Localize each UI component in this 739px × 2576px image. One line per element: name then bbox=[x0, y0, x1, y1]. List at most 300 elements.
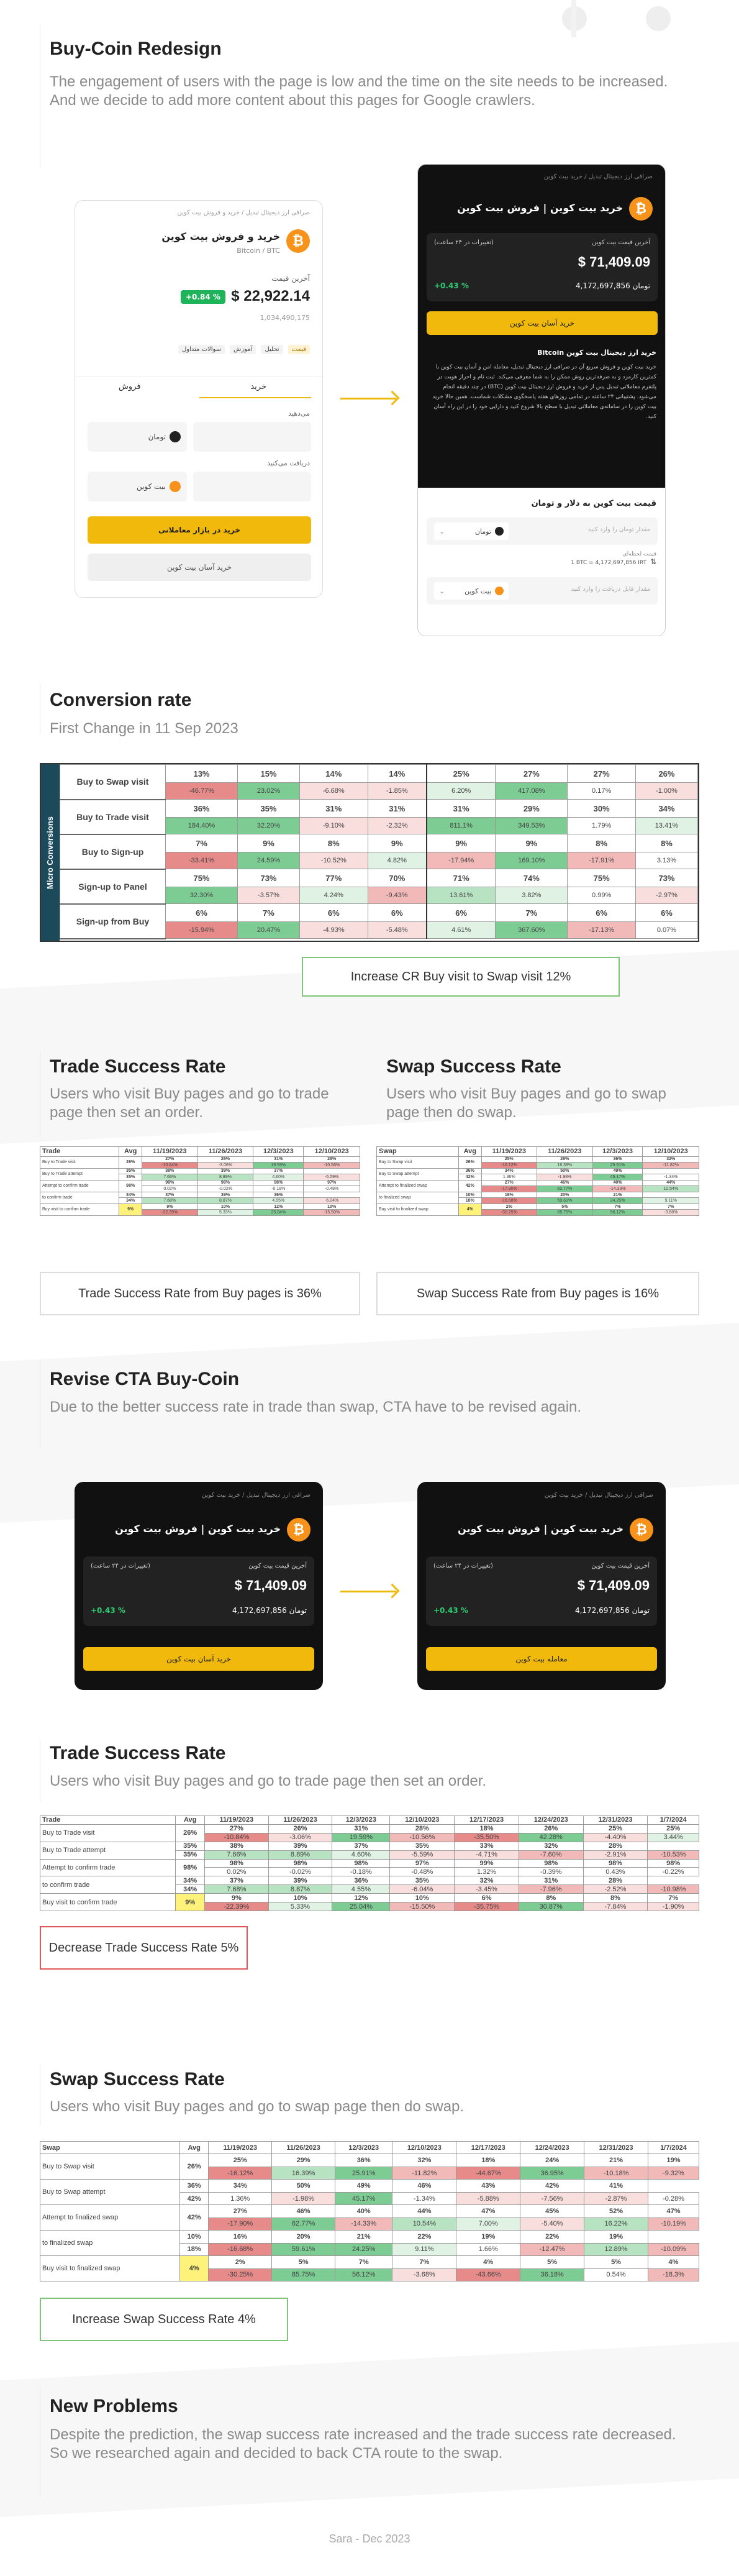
change-cell: 10.54% bbox=[392, 2217, 456, 2230]
change-cell: -15.50% bbox=[390, 1902, 455, 1911]
value-cell: 16% bbox=[209, 2231, 272, 2243]
get-input[interactable]: مقدار قابل دریافت را وارد کنید bbox=[571, 586, 650, 593]
old-buy-page bbox=[75, 200, 323, 598]
change-cell: 8.89% bbox=[268, 1850, 332, 1859]
avg-cell: 18% bbox=[180, 2243, 209, 2255]
change-cell: -2.32% bbox=[368, 818, 427, 834]
value-cell: 31% bbox=[299, 800, 368, 818]
column-header: Avg bbox=[459, 1147, 481, 1157]
row-label: Attempt to confirm trade bbox=[40, 1859, 176, 1876]
bitcoin-icon: ₿ bbox=[629, 197, 653, 221]
change-cell: -10.53% bbox=[648, 1850, 699, 1859]
row-label: to confirm trade bbox=[40, 1876, 176, 1894]
change-cell: -16.12% bbox=[481, 1162, 537, 1169]
change-cell: -17.94% bbox=[427, 852, 496, 869]
value-cell: 50% bbox=[272, 2180, 335, 2192]
change-cell: 5.33% bbox=[268, 1902, 332, 1911]
tag-price[interactable]: قیمت bbox=[288, 345, 310, 354]
value-cell: 19% bbox=[584, 2231, 648, 2243]
table-row bbox=[377, 1156, 699, 1162]
value-cell: 27% bbox=[205, 1824, 269, 1833]
change-cell: -2.52% bbox=[583, 1885, 648, 1894]
breadcrumb: صرافی ارز دیجیتال تبدیل / خرید بیت کوین bbox=[544, 1492, 653, 1499]
deco-line bbox=[571, 0, 576, 37]
value-cell: 10% bbox=[197, 1204, 253, 1210]
page-title: خرید بیت کوین | فروش بیت کوین bbox=[458, 1523, 623, 1535]
avg-cell: 18% bbox=[459, 1198, 481, 1204]
change-cell: 16.39% bbox=[272, 2167, 335, 2179]
value-cell: 33% bbox=[455, 1842, 519, 1850]
value-cell: 10% bbox=[459, 1192, 481, 1198]
value-cell: 10% bbox=[268, 1894, 332, 1902]
table-row bbox=[40, 1859, 699, 1868]
change-cell: -7.56% bbox=[520, 2192, 584, 2204]
change-cell: 8.87% bbox=[197, 1198, 253, 1204]
table-row bbox=[40, 2154, 699, 2167]
change-cell: 169.10% bbox=[496, 852, 568, 869]
change-cell: -16.68% bbox=[481, 1198, 537, 1204]
active-tab-indicator bbox=[199, 397, 311, 398]
value-cell: 8% bbox=[635, 834, 697, 852]
value-cell: 31% bbox=[253, 1156, 304, 1162]
change-cell: 184.40% bbox=[166, 818, 238, 834]
change-cell: 6.20% bbox=[427, 783, 496, 800]
change-cell: 85.75% bbox=[272, 2268, 335, 2281]
column-header: Swap bbox=[40, 2142, 180, 2154]
value-cell: 25% bbox=[427, 765, 496, 783]
value-cell: 97% bbox=[390, 1859, 455, 1868]
table-row bbox=[40, 1842, 699, 1850]
value-cell: 2% bbox=[209, 2256, 272, 2268]
change-cell: 32.20% bbox=[237, 818, 299, 834]
cta-button[interactable]: معامله بیت کوین bbox=[426, 1647, 657, 1671]
change-cell: 0.07% bbox=[635, 922, 697, 939]
row-label: Buy visit to confirm trade bbox=[40, 1204, 119, 1215]
value-cell: 40% bbox=[592, 1180, 643, 1186]
table-row bbox=[60, 800, 698, 818]
tag-tutorial[interactable]: آموزش bbox=[230, 345, 256, 354]
change-cell: -0.02% bbox=[197, 1186, 253, 1192]
value-cell: 75% bbox=[568, 869, 636, 887]
amount-input-row bbox=[427, 518, 658, 545]
row-label: Buy to Swap visit bbox=[60, 765, 166, 800]
value-cell: 25% bbox=[209, 2154, 272, 2167]
page-title: خرید بیت کوین | فروش بیت کوین bbox=[457, 202, 623, 214]
section-desc: Users who visit Buy pages and go to swap page then do swap. bbox=[50, 2098, 465, 2115]
change-cell: -3.06% bbox=[197, 1162, 253, 1169]
column-header: 12/3/2023 bbox=[335, 2142, 392, 2154]
row-label: Buy visit to finalized swap bbox=[40, 2256, 180, 2281]
toman-icon bbox=[495, 527, 504, 536]
header-row bbox=[40, 2142, 699, 2154]
change-cell: 4.82% bbox=[368, 852, 427, 869]
change-cell: 62.77% bbox=[537, 1186, 593, 1192]
avg-cell: 98% bbox=[176, 1859, 205, 1876]
column-header: 12/3/2023 bbox=[332, 1816, 390, 1825]
rate-label: قیمت لحظه‌ای bbox=[622, 551, 656, 557]
value-cell: 6% bbox=[427, 904, 496, 922]
value-cell: 7% bbox=[335, 2256, 392, 2268]
value-cell: 7% bbox=[392, 2256, 456, 2268]
swap-arrows-icon[interactable]: ⇅ bbox=[650, 557, 656, 566]
change-cell: -12.47% bbox=[520, 2243, 584, 2255]
section-title: Trade Success Rate bbox=[50, 1056, 226, 1077]
change-cell: 349.53% bbox=[496, 818, 568, 834]
cta-button[interactable]: خرید آسان بیت کوین bbox=[83, 1647, 314, 1671]
value-cell: 6% bbox=[635, 904, 697, 922]
change-cell: -35.75% bbox=[455, 1902, 519, 1911]
value-cell: 39% bbox=[197, 1168, 253, 1174]
change-value: +0.43 % bbox=[433, 1606, 468, 1615]
change-cell: 56.12% bbox=[335, 2268, 392, 2281]
section-title: Swap Success Rate bbox=[50, 2069, 225, 2090]
column-header: 12/17/2023 bbox=[455, 1816, 519, 1825]
row-label: Buy to Trade visit bbox=[40, 1824, 176, 1842]
change-cell: 62.77% bbox=[272, 2217, 335, 2230]
table-row bbox=[40, 2180, 699, 2192]
change-cell: -0.22% bbox=[648, 1868, 699, 1876]
section-desc: Users who visit Buy pages and go to trade page then set an order. bbox=[50, 1773, 487, 1789]
change-cell: -10.18% bbox=[584, 2167, 648, 2179]
avg-cell: 26% bbox=[176, 1824, 205, 1842]
change-cell: -4.71% bbox=[455, 1850, 519, 1859]
avg-cell: 9% bbox=[119, 1204, 142, 1215]
value-cell: 36% bbox=[166, 800, 238, 818]
trade-success-table bbox=[40, 1146, 360, 1216]
avg-cell: 26% bbox=[119, 1156, 142, 1168]
table-row bbox=[40, 1168, 360, 1174]
change-cell: -3.68% bbox=[643, 1210, 699, 1216]
change-cell: 16.39% bbox=[537, 1162, 593, 1169]
value-cell: 6% bbox=[368, 904, 427, 922]
change-cell: 16.22% bbox=[584, 2217, 648, 2230]
change-period: (تغییرات در ۲۴ ساعت) bbox=[91, 1563, 150, 1569]
table-row bbox=[40, 1204, 360, 1210]
change-cell: 36.95% bbox=[520, 2167, 584, 2179]
change-cell: -0.28% bbox=[648, 2192, 699, 2204]
change-cell: 4.60% bbox=[253, 1174, 304, 1181]
avg-cell: 42% bbox=[180, 2192, 209, 2204]
change-cell: 3.44% bbox=[648, 1833, 699, 1842]
change-cell: -15.50% bbox=[304, 1210, 360, 1216]
change-cell: 417.08% bbox=[496, 783, 568, 800]
value-cell: 42% bbox=[520, 2180, 584, 2192]
change-cell: -14.33% bbox=[335, 2217, 392, 2230]
deco-circle bbox=[646, 6, 671, 31]
value-cell: 9% bbox=[237, 834, 299, 852]
change-cell: 0.17% bbox=[568, 783, 636, 800]
column-header: 11/19/2023 bbox=[205, 1816, 269, 1825]
value-cell: 35% bbox=[390, 1876, 455, 1885]
info-title: خرید ارز دیجیتال بیت کوین Bitcoin bbox=[537, 349, 656, 357]
table-row bbox=[40, 2231, 699, 2243]
value-cell: 29% bbox=[496, 800, 568, 818]
change-cell: -9.32% bbox=[648, 2167, 699, 2179]
row-label: Buy to Swap attempt bbox=[40, 2180, 180, 2205]
change-cell: 24.25% bbox=[592, 1198, 643, 1204]
change-cell: 0.02% bbox=[142, 1186, 197, 1192]
value-cell: 43% bbox=[456, 2180, 520, 2192]
section-title: Swap Success Rate bbox=[386, 1056, 561, 1077]
bitcoin-small-icon bbox=[170, 481, 181, 492]
get-input-row bbox=[427, 577, 658, 605]
price-box bbox=[426, 1556, 657, 1626]
table-row bbox=[40, 1876, 699, 1885]
column-header: Swap bbox=[377, 1147, 459, 1157]
value-cell: 52% bbox=[584, 2205, 648, 2217]
price-value: $ 22,922.14 bbox=[231, 288, 310, 304]
new-buy-page bbox=[417, 164, 666, 636]
value-cell: 20% bbox=[272, 2231, 335, 2243]
section-desc: Due to the better success rate in trade than swap, CTA have to be revised again. bbox=[50, 1399, 582, 1415]
avg-cell: 35% bbox=[176, 1850, 205, 1859]
change-cell: 4.61% bbox=[427, 922, 496, 939]
table-row bbox=[40, 1894, 699, 1902]
value-cell: 49% bbox=[592, 1168, 643, 1174]
table-row bbox=[60, 869, 698, 887]
column-header: 11/19/2023 bbox=[481, 1147, 537, 1157]
column-header: Avg bbox=[176, 1816, 205, 1825]
get-label: دریافت می‌کنید bbox=[267, 459, 310, 467]
value-cell: 26% bbox=[197, 1156, 253, 1162]
column-header: 11/26/2023 bbox=[537, 1147, 593, 1157]
section-title: Conversion rate bbox=[50, 690, 192, 710]
change-value: +0.43 % bbox=[91, 1606, 125, 1615]
value-cell: 37% bbox=[332, 1842, 390, 1850]
bitcoin-small-icon bbox=[495, 587, 504, 595]
column-header: 12/10/2023 bbox=[304, 1147, 360, 1157]
change-cell: -3.68% bbox=[392, 2268, 456, 2281]
value-cell: 36% bbox=[180, 2180, 209, 2192]
value-cell: 32% bbox=[519, 1842, 583, 1850]
change-cell: -15.94% bbox=[166, 922, 238, 939]
change-cell: -9.43% bbox=[368, 887, 427, 904]
value-cell: 31% bbox=[332, 1824, 390, 1833]
toman-price: تومان 4,172,697,856 bbox=[574, 1606, 650, 1615]
table-row bbox=[40, 2205, 699, 2217]
value-cell: 27% bbox=[568, 765, 636, 783]
value-cell: 37% bbox=[142, 1192, 197, 1198]
change-cell: -7.60% bbox=[519, 1850, 583, 1859]
change-cell: 20.47% bbox=[237, 922, 299, 939]
change-cell: 0.43% bbox=[583, 1868, 648, 1876]
value-cell: 20% bbox=[537, 1192, 593, 1198]
change-cell: -30.25% bbox=[209, 2268, 272, 2281]
row-label: Sign-up from Buy bbox=[60, 904, 166, 939]
value-cell: 98% bbox=[205, 1859, 269, 1868]
change-cell: 9.11% bbox=[643, 1198, 699, 1204]
coin-symbol: Bitcoin / BTC bbox=[237, 247, 280, 255]
last-price-label: آخرین قیمت bbox=[271, 274, 310, 283]
change-cell: -10.09% bbox=[648, 2243, 699, 2255]
column-header: 11/19/2023 bbox=[142, 1147, 197, 1157]
value-cell: 7% bbox=[237, 904, 299, 922]
get-amount-input[interactable] bbox=[193, 472, 311, 501]
table-row bbox=[40, 1824, 699, 1833]
value-cell: 7% bbox=[592, 1204, 643, 1210]
value-cell: 28% bbox=[583, 1876, 648, 1885]
tag-list bbox=[178, 345, 310, 354]
value-cell: 5% bbox=[520, 2256, 584, 2268]
change-cell: -6.04% bbox=[304, 1198, 360, 1204]
value-cell: 4% bbox=[456, 2256, 520, 2268]
value-cell: 36% bbox=[459, 1168, 481, 1174]
value-cell: 7% bbox=[643, 1204, 699, 1210]
breadcrumb: صرافی ارز دیجیتال تبدیل / خرید بیت کوین bbox=[543, 173, 653, 180]
pay-currency-select[interactable] bbox=[88, 422, 187, 452]
value-cell: 36% bbox=[332, 1876, 390, 1885]
column-header: 12/10/2023 bbox=[643, 1147, 699, 1157]
change-cell: 56.12% bbox=[592, 1210, 643, 1216]
row-label: Buy to Trade attempt bbox=[40, 1168, 119, 1180]
tab-sell[interactable]: فروش bbox=[119, 382, 141, 391]
section-desc: Users who visit Buy pages and go to trade page then set an order. bbox=[50, 1085, 329, 1121]
change-cell: 19.59% bbox=[332, 1833, 390, 1842]
value-cell: 19% bbox=[456, 2231, 520, 2243]
tab-buy[interactable]: خرید bbox=[250, 382, 266, 391]
value-cell: 10% bbox=[304, 1204, 360, 1210]
value-cell: 36% bbox=[592, 1156, 643, 1162]
change-cell: 12.89% bbox=[584, 2243, 648, 2255]
value-cell: 99% bbox=[455, 1859, 519, 1868]
breadcrumb: صرافی ارز دیجیتال تبدیل / خرید و فروش بیت کوین bbox=[177, 209, 310, 216]
header-row bbox=[40, 1816, 699, 1825]
swap-success-table bbox=[40, 2141, 699, 2281]
change-cell: -5.40% bbox=[520, 2217, 584, 2230]
get-currency: بیت کوین bbox=[137, 482, 166, 491]
rate-value: 1 BTC = 4,172,697,856 IRT bbox=[571, 560, 646, 566]
change-cell: -1.98% bbox=[272, 2192, 335, 2204]
change-cell: -43.66% bbox=[456, 2268, 520, 2281]
cta-new-phone bbox=[417, 1482, 666, 1690]
tag-analysis[interactable]: تحلیل bbox=[261, 345, 283, 354]
value-cell: 21% bbox=[584, 2154, 648, 2167]
value-cell: 6% bbox=[455, 1894, 519, 1902]
value-cell: 5% bbox=[272, 2256, 335, 2268]
value-cell: 34% bbox=[119, 1192, 142, 1198]
change-cell: -5.48% bbox=[368, 922, 427, 939]
value-cell: 98% bbox=[268, 1859, 332, 1868]
value-cell: 39% bbox=[268, 1842, 332, 1850]
value-cell: 16% bbox=[481, 1192, 537, 1198]
change-cell: 1.36% bbox=[209, 2192, 272, 2204]
value-cell: 37% bbox=[253, 1168, 304, 1174]
change-cell: -0.18% bbox=[253, 1186, 304, 1192]
page-title: خرید و فروش بیت کوین bbox=[161, 231, 280, 242]
change-cell: -5.59% bbox=[390, 1850, 455, 1859]
trade-success-table bbox=[40, 1816, 699, 1911]
buy-market-button[interactable]: خرید در بازار معاملاتی bbox=[88, 516, 311, 544]
change-cell: 30.87% bbox=[519, 1902, 583, 1911]
change-cell: -10.98% bbox=[648, 1885, 699, 1894]
column-header: 12/31/2023 bbox=[583, 1816, 648, 1825]
column-header: 1/7/2024 bbox=[648, 1816, 699, 1825]
row-label: Buy to Swap visit bbox=[40, 2154, 180, 2180]
value-cell: 41% bbox=[584, 2180, 648, 2192]
change-cell: 8.87% bbox=[268, 1885, 332, 1894]
value-cell: 8% bbox=[568, 834, 636, 852]
value-cell: 35% bbox=[237, 800, 299, 818]
tag-faq[interactable]: سوالات متداول bbox=[178, 345, 225, 354]
insight-note: Decrease Trade Success Rate 5% bbox=[40, 1926, 248, 1970]
row-label: to finalized swap bbox=[40, 2231, 180, 2256]
value-cell: 18% bbox=[455, 1824, 519, 1833]
change-cell: 4.60% bbox=[332, 1850, 390, 1859]
toman-icon bbox=[170, 431, 181, 442]
btc-select[interactable] bbox=[434, 582, 509, 600]
insight-note: Increase Swap Success Rate 4% bbox=[40, 2298, 288, 2341]
value-cell: 31% bbox=[519, 1876, 583, 1885]
change-cell: 59.61% bbox=[272, 2243, 335, 2255]
value-cell: 98% bbox=[519, 1859, 583, 1868]
change-cell: 25.04% bbox=[253, 1210, 304, 1216]
value-cell: 29% bbox=[537, 1156, 593, 1162]
price-box bbox=[427, 233, 658, 301]
value-cell: 25% bbox=[583, 1824, 648, 1833]
column-header: 12/17/2023 bbox=[456, 2142, 520, 2154]
value-cell: 34% bbox=[209, 2180, 272, 2192]
change-cell: -10.56% bbox=[390, 1833, 455, 1842]
change-cell: -2.97% bbox=[635, 887, 697, 904]
info-text: خرید بیت کوین و فروش سریع آن در صرافی ارز دیجیتال تبدیل، معامله امن و آسان بیت کوین با کمترین کارمزد و به صرفه‌ترین روش ممکن را به شما معرفی می‌کند. ثبت نام و احراز هویت در پلتفرم معاملاتی تبدیل پس از خرید و فروش ارز دیجیتال بیت کوین (BTC) در چند دقیقه انجام می‌شود. پشتیبانی ۲۴ ساعته در تمامی روزهای هفته پاسخگوی مشکلات شماست. همین حالا خرید بیت کوین را در سامانه‌ی معاملاتی تبدیل با سطح بالا شروع کنید و دارایی خود را در این راه آسان کنید. bbox=[432, 364, 656, 420]
change-cell: -1.85% bbox=[368, 783, 427, 800]
amount-input[interactable]: مقدار تومان را وارد کنید bbox=[587, 526, 650, 533]
column-header: 12/10/2023 bbox=[392, 2142, 456, 2154]
change-cell: -6.04% bbox=[390, 1885, 455, 1894]
change-cell: -10.84% bbox=[205, 1833, 269, 1842]
change-cell: -16.68% bbox=[209, 2243, 272, 2255]
get-currency-select[interactable] bbox=[88, 472, 187, 501]
toman-select[interactable] bbox=[434, 523, 509, 540]
change-cell: 59.61% bbox=[537, 1198, 593, 1204]
value-cell: 70% bbox=[368, 869, 427, 887]
value-cell: 34% bbox=[481, 1168, 537, 1174]
change-cell: -1.00% bbox=[635, 783, 697, 800]
value-cell: 45% bbox=[520, 2205, 584, 2217]
value-cell: 14% bbox=[368, 765, 427, 783]
value-cell: 75% bbox=[166, 869, 238, 887]
pay-amount-input[interactable] bbox=[193, 422, 311, 452]
column-header: 12/10/2023 bbox=[390, 1816, 455, 1825]
swap-success-table bbox=[376, 1146, 699, 1216]
value-cell: 22% bbox=[520, 2231, 584, 2243]
change-cell: 0.02% bbox=[205, 1868, 269, 1876]
value-cell: 4% bbox=[648, 2256, 699, 2268]
avg-cell: 4% bbox=[180, 2256, 209, 2281]
value-cell: 73% bbox=[237, 869, 299, 887]
value-cell: 12% bbox=[253, 1204, 304, 1210]
value-cell: 40% bbox=[335, 2205, 392, 2217]
easy-buy-button[interactable]: خرید آسان بیت کوین bbox=[88, 554, 311, 581]
change-cell: 7.66% bbox=[205, 1850, 269, 1859]
value-cell: 38% bbox=[142, 1168, 197, 1174]
price-value: $ 71,409.09 bbox=[234, 1578, 307, 1593]
avg-cell: 26% bbox=[459, 1156, 481, 1168]
table-row bbox=[40, 1156, 360, 1162]
easy-buy-button[interactable]: خرید آسان بیت کوین bbox=[427, 311, 658, 335]
row-label: to finalized swap bbox=[377, 1192, 459, 1204]
value-cell: 8% bbox=[583, 1894, 648, 1902]
value-cell: 27% bbox=[496, 765, 568, 783]
change-cell: -16.12% bbox=[209, 2167, 272, 2179]
column-header: Avg bbox=[180, 2142, 209, 2154]
change-cell: 4.55% bbox=[253, 1198, 304, 1204]
insight-note: Swap Success Rate from Buy pages is 16% bbox=[376, 1272, 699, 1315]
change-cell: -17.91% bbox=[568, 852, 636, 869]
change-cell: 7.68% bbox=[142, 1198, 197, 1204]
avg-cell: 4% bbox=[459, 1204, 481, 1215]
value-cell: 47% bbox=[648, 2205, 699, 2217]
